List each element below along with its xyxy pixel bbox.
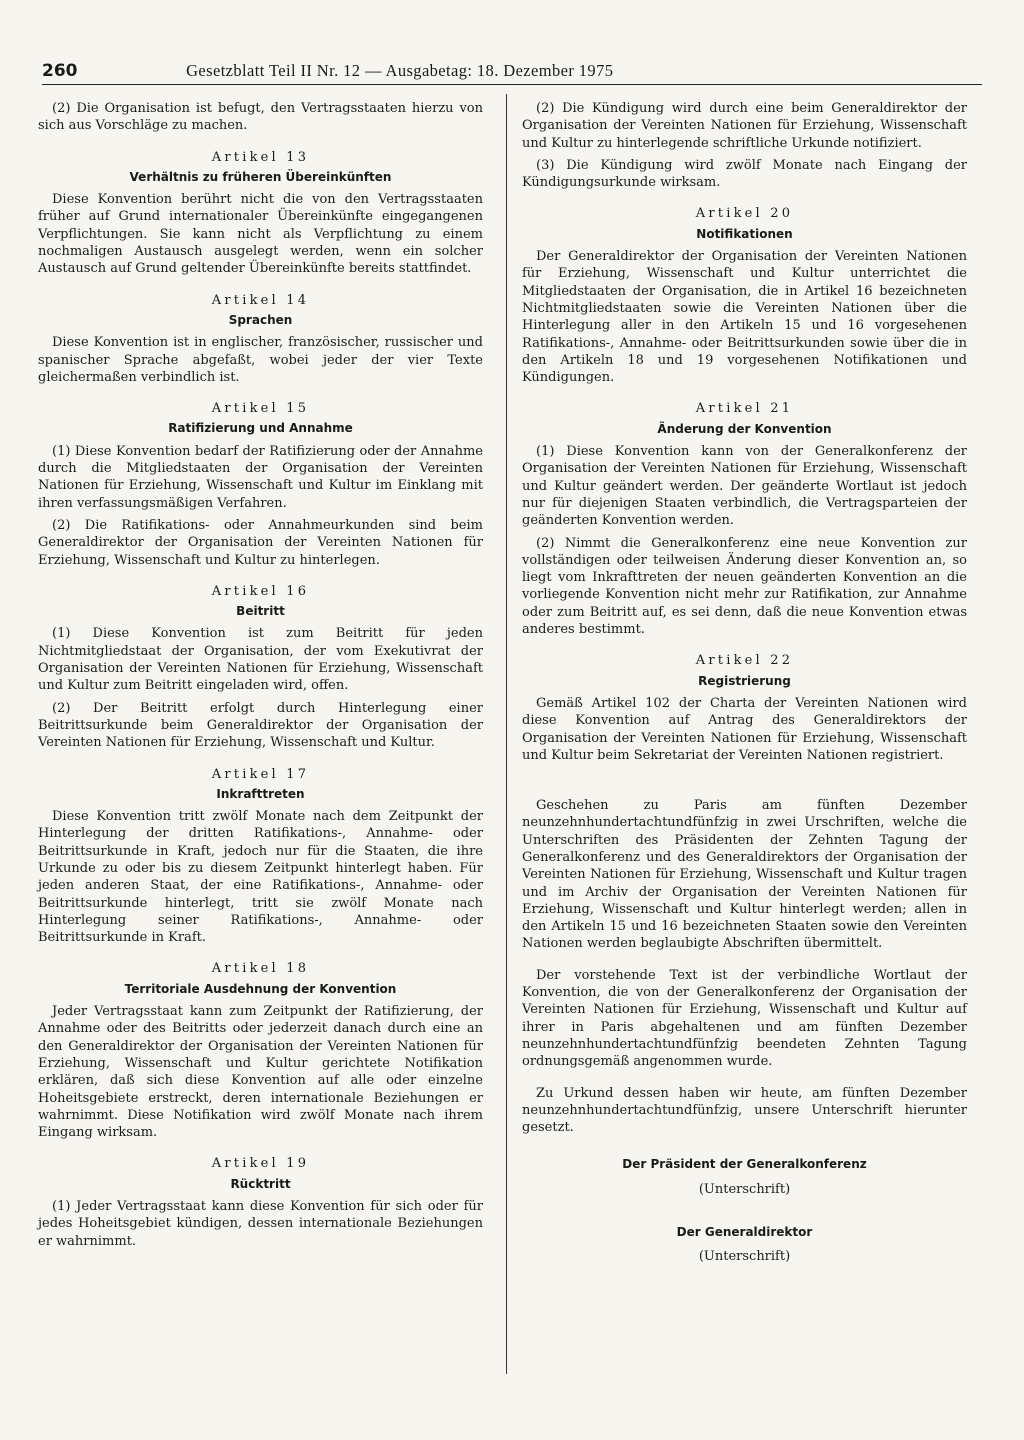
article-15-label: Artikel 15 bbox=[211, 401, 310, 417]
article-19-paragraph-2: (2) Die Kündigung wird durch eine beim Generaldirektor der Organisation der Vereinten Nationen für Erziehung, Wissenschaft und Kultur zu hinterlegende schriftliche Urkunde notifiziert. bbox=[522, 101, 967, 151]
column-divider bbox=[506, 94, 507, 1374]
article-21-label: Artikel 21 bbox=[695, 401, 794, 417]
document-page bbox=[38, 58, 988, 1428]
article-19-title: Rücktritt bbox=[230, 1176, 291, 1191]
article-19-label: Artikel 19 bbox=[211, 1156, 310, 1172]
article-20-label: Artikel 20 bbox=[695, 206, 794, 222]
article-20-paragraph: Der Generaldirektor der Organisation der Vereinten Nationen für Erziehung, Wissenschaft und Kultur unterrichtet die Mitgliedstaaten der Organisation, die in Artikel 16 bezeichneten Nichtmitgliedstaaten sowie die Vereinten Nationen über die Hinterlegung aller in den Artikeln 15 und 16 vorgesehenen Ratifikations-, Annahme- oder Beitrittsurkunden sowie über die in den Artikeln 18 und 19 vorgesehenen Notifikationen und Kündigungen. bbox=[522, 249, 967, 386]
signature-2-note: (Unterschrift) bbox=[698, 1249, 791, 1265]
article-22-label: Artikel 22 bbox=[695, 653, 794, 669]
article-13-paragraph: Diese Konvention berührt nicht die von den Vertragsstaaten früher auf Grund internationaler Übereinkünfte eingegangenen Verpflichtungen. Sie kann nicht als Verpflichtung zu einem nochmaligen Austausch ausgelegt werden, wenn ein solcher Austausch auf Grund geltender Übereinkünfte bereits stattfindet. bbox=[38, 192, 483, 277]
article-18-title: Territoriale Ausdehnung der Konvention bbox=[124, 981, 397, 996]
article-14-label: Artikel 14 bbox=[211, 292, 310, 308]
signature-1-title: Der Präsident der Generalkonferenz bbox=[622, 1157, 867, 1172]
page-number: 260 bbox=[42, 61, 78, 81]
article-18-paragraph: Jeder Vertragsstaat kann zum Zeitpunkt der Ratifizierung, der Annahme oder des Beitritts oder jederzeit danach durch eine an den Generaldirektor der Organisation der Vereinten Nationen für Erziehung, Wissenschaft und Kultur gerichtete Notifikation erklären, daß sich diese Konvention auf alle oder einzelne Hoheitsgebiete erstreckt, deren internationale Beziehungen er wahrnimmt. Diese Notifikation wird zwölf Monate nach ihrem Eingang wirksam. bbox=[38, 1004, 483, 1141]
article-14-title: Sprachen bbox=[228, 312, 293, 327]
article-14-paragraph: Diese Konvention ist in englischer, französischer, russischer und spanischer Sprache abgefaßt, wobei jeder der vier Texte gleichermaßen verbindlich ist. bbox=[38, 335, 483, 385]
article-13-label: Artikel 13 bbox=[211, 149, 310, 165]
signature-1-note: (Unterschrift) bbox=[698, 1181, 791, 1197]
article-21-title: Änderung der Konvention bbox=[657, 421, 832, 436]
article-19-paragraph-1: (1) Jeder Vertragsstaat kann diese Konvention für sich oder für jedes Hoheitsgebiet kündigen, dessen internationale Beziehungen er wahrnimmt. bbox=[38, 1199, 483, 1249]
article-21-paragraph-2: (2) Nimmt die Generalkonferenz eine neue Konvention zur vollständigen oder teilweisen Änderung dieser Konvention an, so liegt vom Inkrafttreten der neuen geänderten Konvention an die vorliegende Konvention nicht mehr zur Ratifikation, zur Annahme oder zum Beitritt auf, es sei denn, daß die neue Konvention etwas anderes bestimmt. bbox=[522, 535, 967, 638]
header-title: Gesetzblatt Teil II Nr. 12 — Ausgabetag: 18. Dezember 1975 bbox=[186, 61, 614, 80]
closing-paragraph-3: Zu Urkund dessen haben wir heute, am fünften Dezember neunzehnhundertachtundfünfzig, unsere Unterschrift hierunter gesetzt. bbox=[522, 1085, 967, 1136]
article-20-title: Notifikationen bbox=[696, 226, 793, 241]
intro-paragraph: (2) Die Organisation ist befugt, den Vertragsstaaten hierzu von sich aus Vorschläge zu machen. bbox=[38, 101, 483, 134]
signature-block bbox=[522, 1156, 967, 1265]
article-16-label: Artikel 16 bbox=[211, 583, 310, 599]
page-header bbox=[42, 58, 982, 85]
article-16-paragraph-1: (1) Diese Konvention ist zum Beitritt für jeden Nichtmitgliedstaat der Organisation, der vom Exekutivrat der Organisation der Vereinten Nationen für Erziehung, Wissenschaft und Kultur zum Beitritt eingeladen wird, offen. bbox=[38, 626, 483, 694]
article-22-paragraph: Gemäß Artikel 102 der Charta der Vereinten Nationen wird diese Konvention auf Antrag des Generaldirektors der Organisation der Vereinten Nationen für Erziehung, Wissenschaft und Kultur beim Sekretariat der Vereinten Nationen registriert. bbox=[522, 695, 967, 763]
article-21-paragraph-1: (1) Diese Konvention kann von der Generalkonferenz der Organisation der Vereinten Nationen für Erziehung, Wissenschaft und Kultur geändert werden. Der geänderte Wortlaut ist jedoch nur für diejenigen Staaten verbindlich, die Vertragsparteien der geänderten Konvention werden. bbox=[522, 444, 967, 529]
signature-2-title: Der Generaldirektor bbox=[676, 1225, 813, 1240]
article-16-paragraph-2: (2) Der Beitritt erfolgt durch Hinterlegung einer Beitrittsurkunde beim Generaldirektor der Organisation der Vereinten Nationen für Erziehung, Wissenschaft und Kultur. bbox=[38, 700, 483, 751]
article-13-title: Verhältnis zu früheren Übereinkünften bbox=[129, 169, 392, 184]
closing-paragraph-1: Geschehen zu Paris am fünften Dezember neunzehnhundertachtundfünfzig in zwei Urschriften, welche die Unterschriften des Präsidenten der Zehnten Tagung der Generalkonferenz und des Generaldirektors der Organisation der Vereinten Nationen für Erziehung, Wissenschaft und Kultur tragen und im Archiv der Organisation der Vereinten Nationen für Erziehung, Wissenschaft und Kultur hinterlegt werden; allen in den Artikeln 15 und 16 bezeichneten Staaten sowie den Vereinten Nationen werden beglaubigte Abschriften übermittelt. bbox=[522, 798, 967, 952]
spacer bbox=[522, 769, 967, 797]
article-17-label: Artikel 17 bbox=[211, 766, 310, 782]
article-17-paragraph: Diese Konvention tritt zwölf Monate nach dem Zeitpunkt der Hinterlegung der dritten Ratifikations-, Annahme- oder Beitrittsurkunde in Kraft, jedoch nur für die Staaten, die ihre Urkunde zu oder bis zu diesem Zeitpunkt hinterlegt haben. Für jeden anderen Staat, der eine Ratifikations-, Annahme- oder Beitrittsurkunde hinterlegt, tritt sie zwölf Monate nach Hinterlegung seiner Ratifikations-, Annahme- oder Beitrittsurkunde in Kraft. bbox=[38, 809, 483, 946]
article-18-label: Artikel 18 bbox=[211, 961, 310, 977]
article-15-paragraph-2: (2) Die Ratifikations- oder Annahmeurkunden sind beim Generaldirektor der Organisation der Vereinten Nationen für Erziehung, Wissenschaft und Kultur zu hinterlegen. bbox=[38, 517, 483, 568]
article-16-title: Beitritt bbox=[236, 604, 285, 619]
article-19-paragraph-3: (3) Die Kündigung wird zwölf Monate nach Eingang der Kündigungsurkunde wirksam. bbox=[522, 157, 967, 191]
article-17-title: Inkrafttreten bbox=[216, 786, 305, 801]
left-column bbox=[38, 100, 483, 1255]
closing-paragraph-2: Der vorstehende Text ist der verbindliche Wortlaut der Konvention, die von der Generalkonferenz der Organisation der Vereinten Nationen für Erziehung, Wissenschaft und Kultur auf ihrer in Paris abgehaltenen und am fünften Dezember neunzehnhundertachtundfünfzig beendeten Zehnten Tagung ordnungsgemäß angenommen wurde. bbox=[522, 967, 967, 1070]
article-22-title: Registrierung bbox=[698, 673, 791, 688]
article-15-title: Ratifizierung und Annahme bbox=[168, 421, 353, 436]
article-15-paragraph-1: (1) Diese Konvention bedarf der Ratifizierung oder der Annahme durch die Mitgliedstaaten der Organisation der Vereinten Nationen für Erziehung, Wissenschaft und Kultur im Einklang mit ihren verfassungsmäßigen Verfahren. bbox=[38, 443, 483, 511]
right-column bbox=[522, 100, 967, 1292]
